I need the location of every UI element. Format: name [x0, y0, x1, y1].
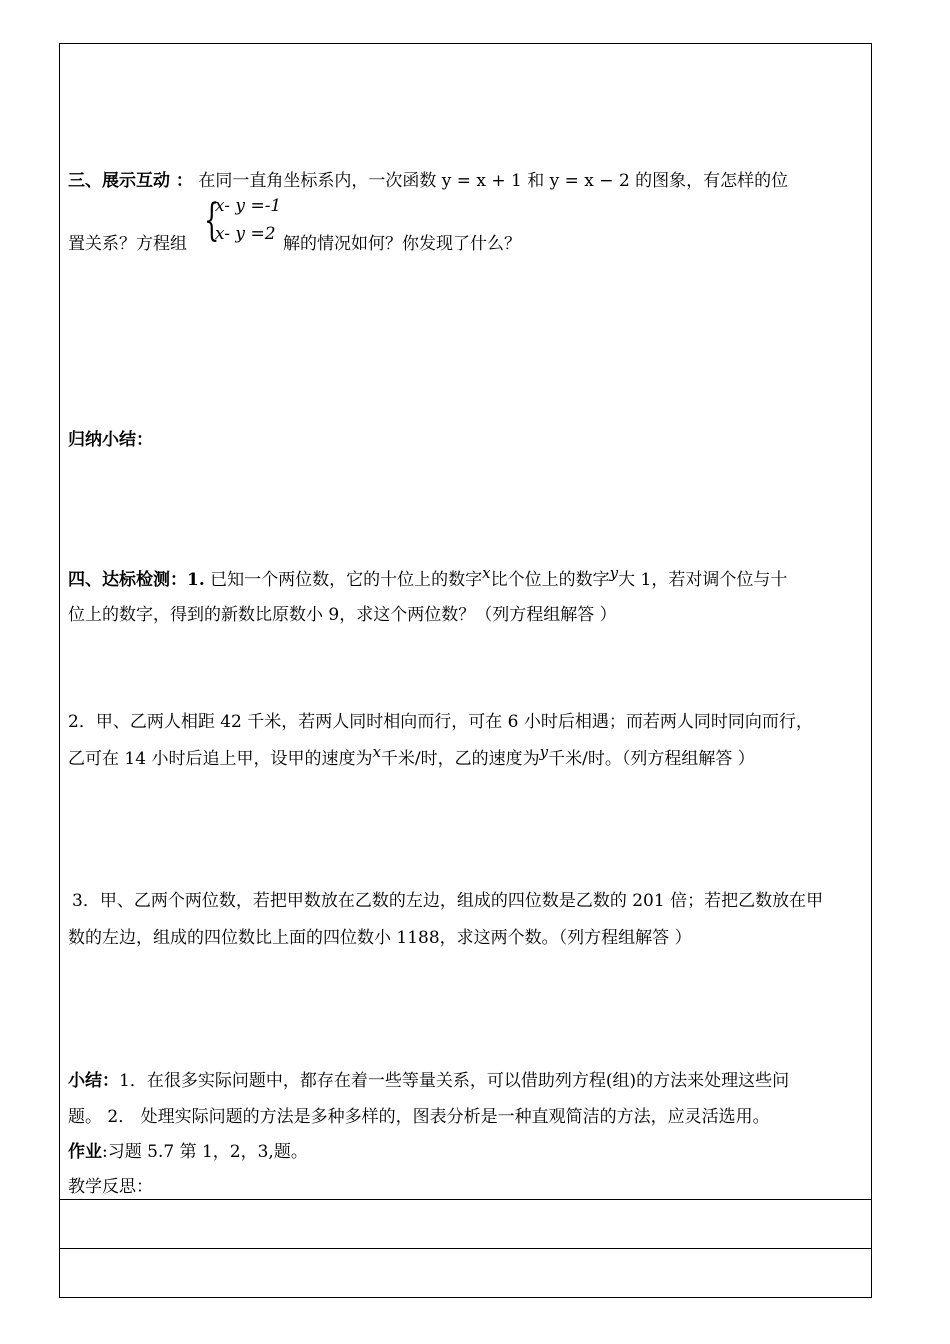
equation-2: x- y =2 — [215, 224, 276, 244]
q1-line1 — [68, 562, 868, 598]
summary-text-1: 1．在很多实际问题中，都存在着一些等量关系，可以借助列方程(组)的方法来处理这些问 — [119, 1071, 790, 1091]
var-y: y — [539, 743, 549, 761]
section3-line2 — [68, 226, 868, 262]
homework-text: :习题 5.7 第 1，2，3,题。 — [102, 1142, 308, 1162]
section3-text-line2-pre: 置关系？方程组 — [68, 234, 187, 254]
q1-number: 1. — [187, 570, 205, 590]
q2-line2 — [68, 741, 868, 777]
section3-line1 — [68, 163, 868, 199]
summary-line1 — [68, 1063, 868, 1099]
q2-text-a: 乙可在 14 小时后追上甲，设甲的速度为 — [68, 749, 373, 769]
q3-line1: 3．甲、乙两个两位数，若把甲数放在乙数的左边，组成的四位数是乙数的 201 倍；若把乙数放在甲 — [72, 891, 824, 911]
var-x: x — [482, 564, 491, 582]
q1-text-c: 大 1，若对调个位与十 — [618, 570, 788, 590]
section4-heading: 四、达标检测： — [68, 570, 187, 590]
section3-heading: 三、展示互动 ： — [68, 171, 193, 191]
q2-line1: 2．甲、乙两人相距 42 千米，若两人同时相向而行，可在 6 小时后相遇；而若两人同时同向而行， — [68, 712, 813, 732]
q2-text-c: 千米/时。（列方程组解答 ） — [548, 749, 755, 769]
summary-line2: 题。 2． 处理实际问题的方法是多种多样的，图表分析是一种直观简洁的方法，应灵活选用。 — [68, 1107, 770, 1127]
var-y: y — [609, 564, 619, 582]
section3-text-line1: 在同一直角坐标系内，一次函数 y = x + 1 和 y = x − 2 的图象，有怎样的位 — [198, 171, 789, 191]
q1-text-b: 比个位上的数字 — [490, 570, 610, 590]
equation-system — [204, 196, 304, 250]
homework-line — [68, 1134, 868, 1170]
section3-text-line2-post: 解的情况如何？你发现了什么？ — [283, 234, 521, 254]
reflection-label: 教学反思： — [68, 1177, 153, 1197]
left-brace: { — [204, 195, 220, 246]
q3-line2: 数的左边，组成的四位数比上面的四位数小 1188，求这两个数。（列方程组解答 ） — [68, 928, 692, 948]
table-row-divider — [59, 1248, 872, 1249]
q1-line2: 位上的数字，得到的新数比原数小 9，求这个两位数？（列方程组解答 ） — [68, 605, 617, 625]
q1-text-a: 已知一个两位数，它的十位上的数字 — [210, 570, 483, 590]
induction-summary-heading: 归纳小结： — [68, 430, 153, 450]
q2-text-b: 千米/时，乙的速度为 — [380, 749, 540, 769]
equation-1: x- y =-1 — [215, 196, 282, 216]
summary-label: 小结： — [68, 1071, 119, 1091]
var-x: x — [372, 743, 381, 761]
homework-label: 作业 — [68, 1142, 102, 1162]
